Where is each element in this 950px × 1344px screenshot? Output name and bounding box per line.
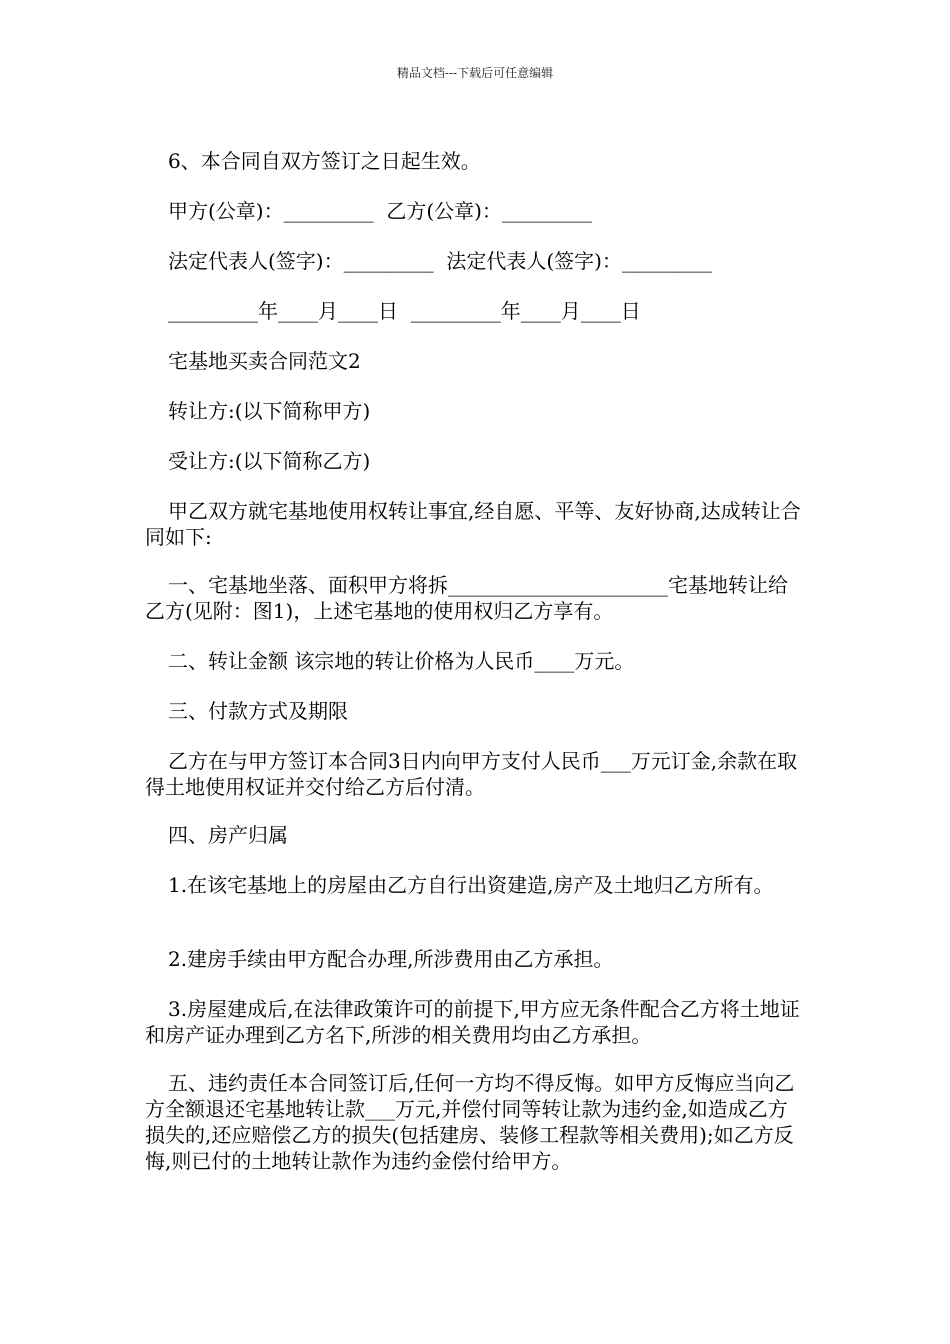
clause-breach: 五、违约责任本合同签订后,任何一方均不得反悔。如甲方反悔应当向乙方全额退还宅基地转让款___万元,并偿付同等转让款为违约金,如造成乙方损失的,还应赔偿乙方的损失(包括建房、装修工程款等相关费用);如乙方反悔,则已付的土地转让款作为违约金偿付给甲方。 — [145, 1071, 795, 1173]
preamble-paragraph: 甲乙双方就宅基地使用权转让事宜,经自愿、平等、友好协商,达成转让合同如下: — [145, 499, 801, 549]
page-header: 精品文档---下载后可任意编辑 — [396, 66, 554, 80]
clause-property-2: 2.建房手续由甲方配合办理,所涉费用由乙方承担。 — [168, 947, 614, 971]
clause-property-1: 1.在该宅基地上的房屋由乙方自行出资建造,房产及土地归乙方所有。 — [168, 873, 774, 897]
clause-property-3: 3.房屋建成后,在法律政策许可的前提下,甲方应无条件配合乙方将土地证和房产证办理到乙方名下,所涉的相关费用均由乙方承担。 — [145, 997, 800, 1047]
transferee-line: 受让方:(以下简称乙方) — [168, 449, 371, 473]
clause-property-heading: 四、房产归属 — [168, 823, 288, 847]
clause-price: 二、转让金额 该宗地的转让价格为人民币____万元。 — [168, 649, 635, 673]
contract-title: 宅基地买卖合同范文2 — [168, 349, 361, 373]
seal-line: 甲方(公章)：_________ 乙方(公章)：_________ — [168, 199, 592, 223]
clause-effective: 6、本合同自双方签订之日起生效。 — [168, 149, 481, 173]
date-line: _________年____月____日 _________年____月____日 — [168, 299, 641, 323]
transferor-line: 转让方:(以下简称甲方) — [168, 399, 371, 423]
clause-location: 一、宅基地坐落、面积甲方将拆______________________宅基地转让给乙方(见附：图1)，上述宅基地的使用权归乙方享有。 — [145, 573, 788, 623]
signature-line: 法定代表人(签字)：_________ 法定代表人(签字)：_________ — [168, 249, 712, 273]
clause-payment-body: 乙方在与甲方签订本合同3日内向甲方支付人民币___万元订金,余款在取得土地使用权证并交付给乙方后付清。 — [145, 749, 798, 799]
clause-payment-heading: 三、付款方式及期限 — [168, 699, 348, 723]
